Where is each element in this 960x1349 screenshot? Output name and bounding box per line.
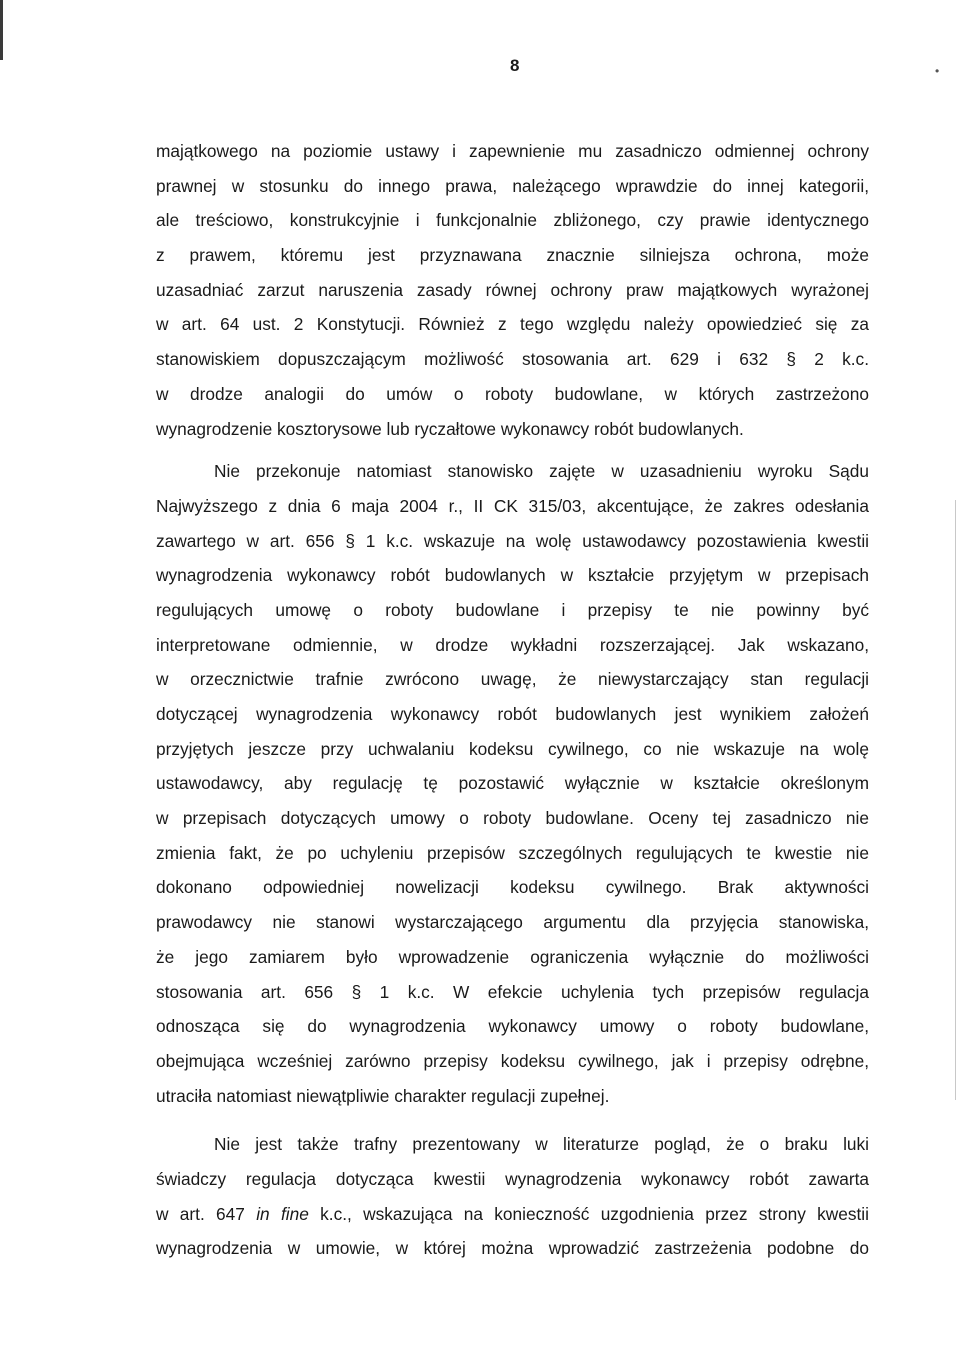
text-line: prawodawcy nie stanowi wystarczającego argumentu dla przyjęcia stanowiska, xyxy=(156,912,869,933)
text-line: że jego zamiarem było wprowadzenie ograniczenia wyłącznie do możliwości xyxy=(156,946,869,967)
text-line: zmienia fakt, że po uchyleniu przepisów szczególnych regulujących te kwestie nie xyxy=(156,842,869,863)
text-line: w art. 647 in fine k.c., wskazująca na konieczność uzgodnienia przez strony kwestii xyxy=(156,1203,869,1224)
text-line: w art. 64 ust. 2 Konstytucji. Również z tego względu należy opowiedzieć się za xyxy=(156,314,869,335)
text-line: przyjętych jeszcze przy uchwalaniu kodeksu cywilnego, co nie wskazuje na wolę xyxy=(156,738,869,759)
text-line: stosowania art. 656 § 1 k.c. W efekcie uchylenia tych przepisów regulacja xyxy=(156,981,869,1002)
paragraph xyxy=(156,134,869,446)
text-line: świadczy regulacja dotycząca kwestii wynagrodzenia wykonawcy robót zawarta xyxy=(156,1168,869,1189)
text-line: w drodze analogii do umów o roboty budowlane, w których zastrzeżono xyxy=(156,383,869,404)
page-number: 8 xyxy=(510,56,520,75)
latin-phrase: in fine xyxy=(256,1203,309,1224)
text-line: odnosząca się do wynagrodzenia wykonawcy umowy o roboty budowlane, xyxy=(156,1016,869,1037)
text-line: w orzecznictwie trafnie zwrócono uwagę, że niewystarczający stan regulacji xyxy=(156,669,869,690)
scan-artifact-mark: • xyxy=(935,64,940,78)
text-line: Nie jest także trafny prezentowany w literaturze pogląd, że o braku luki xyxy=(214,1134,869,1155)
text-line: zawartego w art. 656 § 1 k.c. wskazuje na wolę ustawodawcy pozostawienia kwestii xyxy=(156,530,869,551)
text-line: wynagrodzenia w umowie, w której można wprowadzić zastrzeżenia podobne do xyxy=(156,1238,869,1259)
document-body xyxy=(156,134,869,1266)
text-line: regulujących umowę o roboty budowlane i przepisy te nie powinny być xyxy=(156,599,869,620)
scan-edge xyxy=(955,500,956,1100)
text-line: ale treściowo, konstrukcyjnie i funkcjonalnie zbliżonego, czy prawie identycznego xyxy=(156,210,869,231)
text-line: obejmująca wcześniej zarówno przepisy kodeksu cywilnego, jak i przepisy odrębne, xyxy=(156,1050,869,1071)
text-line: w przepisach dotyczących umowy o roboty budowlane. Oceny tej zasadniczo nie xyxy=(156,808,869,829)
text-line: wynagrodzenia wykonawcy robót budowlanych w kształcie przyjętym w przepisach xyxy=(156,565,869,586)
text-line: uzasadniać zarzut naruszenia zasady równej ochrony praw majątkowych wyrażonej xyxy=(156,279,869,300)
text-line: stanowiskiem dopuszczającym możliwość stosowania art. 629 i 632 § 2 k.c. xyxy=(156,349,869,370)
scan-edge xyxy=(0,0,3,60)
text-line: ustawodawcy, aby regulację tę pozostawić wyłącznie w kształcie określonym xyxy=(156,773,869,794)
text-line: prawnej w stosunku do innego prawa, należącego wprawdzie do innej kategorii, xyxy=(156,175,869,196)
text-line: majątkowego na poziomie ustawy i zapewnienie mu zasadniczo odmiennej ochrony xyxy=(156,141,869,161)
text-line: interpretowane odmiennie, w drodze wykładni rozszerzającej. Jak wskazano, xyxy=(156,634,869,655)
text-line: dotyczącej wynagrodzenia wykonawcy robót budowlanych jest wynikiem założeń xyxy=(156,704,869,724)
text-line: Nie przekonuje natomiast stanowisko zajęte w uzasadnieniu wyroku Sądu xyxy=(214,461,869,482)
text-line: utraciła natomiast niewątpliwie charakter regulacji zupełnej. xyxy=(156,1085,610,1106)
paragraph xyxy=(156,454,869,1113)
text-line: z prawem, któremu jest przyznawana znacznie silniejsza ochrona, może xyxy=(156,245,869,266)
text-line: dokonano odpowiedniej nowelizacji kodeksu cywilnego. Brak aktywności xyxy=(156,877,869,898)
text-line: wynagrodzenie kosztorysowe lub ryczałtowe wykonawcy robót budowlanych. xyxy=(156,418,744,439)
text-line: Najwyższego z dnia 6 maja 2004 r., II CK 315/03, akcentujące, że zakres odesłania xyxy=(156,495,869,516)
paragraph xyxy=(156,1127,869,1266)
